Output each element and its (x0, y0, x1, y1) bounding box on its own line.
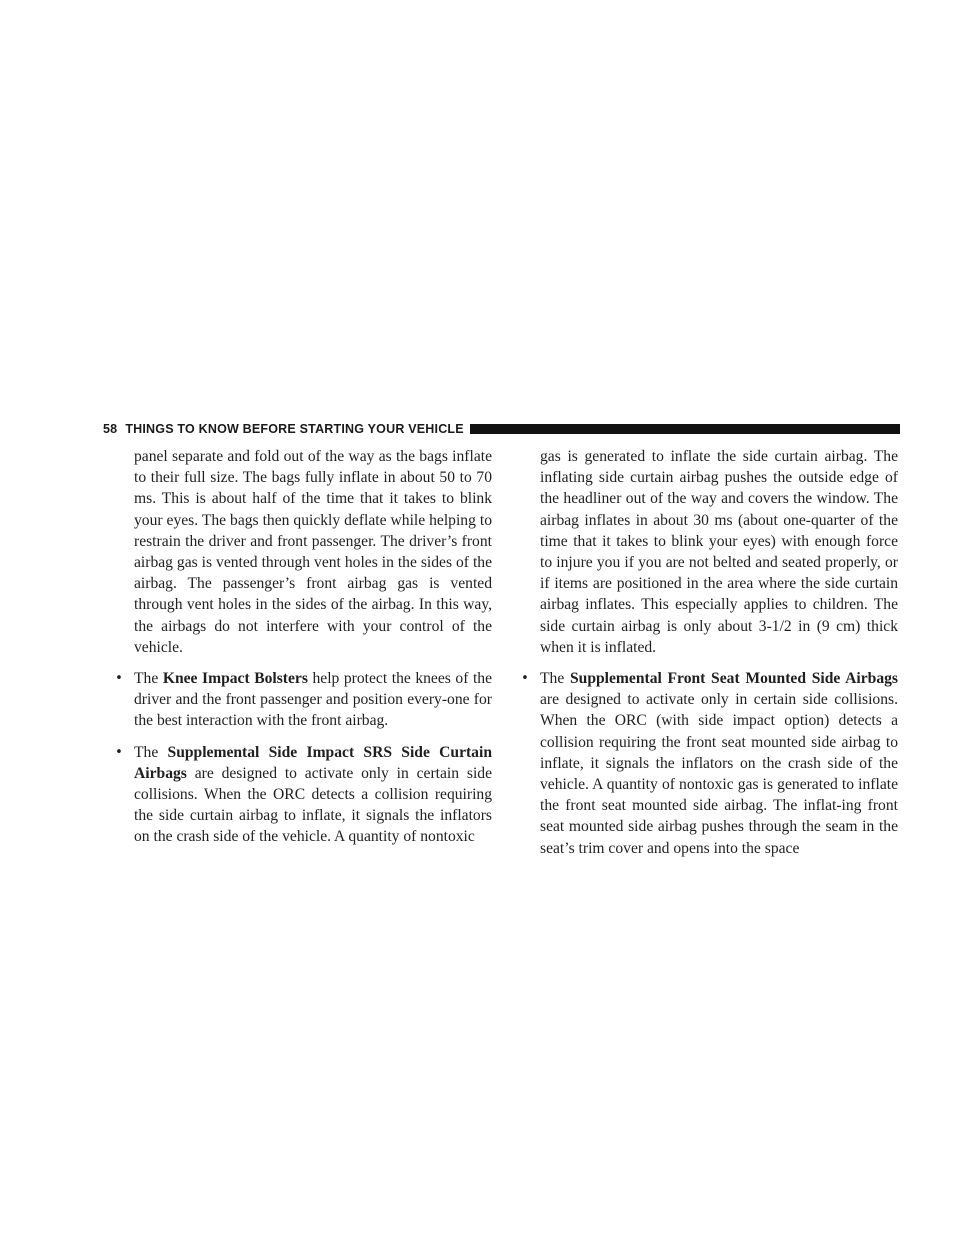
bullet-knee-impact-bolsters (112, 668, 492, 732)
bullet-text: are designed to activate only in certain side collisions. When the ORC detects a collision requiring the side curtain airbag to inflate, it signals the inflators on the crash side of the vehicle. A quantity of nontoxic (134, 764, 492, 846)
bullet-text: help protect the knees of the driver and the front passenger and position every-one for the best interaction with the front airbag. (134, 670, 492, 730)
header-rule (470, 424, 900, 434)
bullet-side-curtain-airbags (112, 742, 492, 848)
section-title: THINGS TO KNOW BEFORE STARTING YOUR VEHICLE (125, 422, 464, 436)
bullet-seat-mounted-side-airbags (518, 668, 898, 859)
left-column (112, 446, 492, 848)
bullet-icon: • (115, 671, 123, 687)
bullet-term: Supplemental Front Seat Mounted Side Airbags (569, 670, 898, 688)
continued-paragraph: gas is generated to inflate the side curtain airbag. The inflating side curtain airbag pushes the outside edge of the headliner out of the way and covers the window. The airbag inflates in about 30 ms (about one-quarter of the time that it takes to blink your eyes) with enough force to injure you if you are not belted and seated properly, or if items are positioned in the area where the side curtain airbag inflates. This especially applies to children. The side curtain airbag is only about 3-1/2 in (9 cm) thick when it is inflated. (540, 448, 898, 656)
bullet-icon: • (521, 671, 529, 687)
bullet-icon: • (115, 744, 123, 760)
continued-paragraph: panel separate and fold out of the way as the bags inflate to their full size. The bags fully inflate in about 50 to 70 ms. This is about half of the time that it takes to blink your eyes. The bags then quickly deflate while helping to restrain the driver and front passenger. The driver’s front airbag gas is vented through vent holes in the sides of the airbag. The passenger’s front airbag gas is vented through vent holes in the sides of the airbag. In this way, the airbags do not interfere with your control of the vehicle. (134, 448, 492, 656)
bullet-lead: The (134, 670, 159, 688)
page-header (103, 419, 900, 439)
bullet-term: Supplemental Side Impact SRS Side Curtain Airbags (134, 743, 492, 782)
bullet-lead: The (540, 670, 565, 688)
bullet-term: Knee Impact Bolsters (162, 670, 308, 688)
bullet-text: are designed to activate only in certain side collisions. When the ORC (with side impact option) detects a collision requiring the front seat mounted side airbag to inflate, it signals the inflators on the crash side of the vehicle. A quantity of nontoxic gas is generated to inflate the front seat mounted side airbag. The inflat-ing front seat mounted side airbag pushes through the seam in the seat’s trim cover and opens into the space (540, 691, 898, 857)
bullet-lead: The (134, 743, 159, 761)
page-number: 58 (103, 422, 118, 436)
right-column (518, 446, 898, 859)
